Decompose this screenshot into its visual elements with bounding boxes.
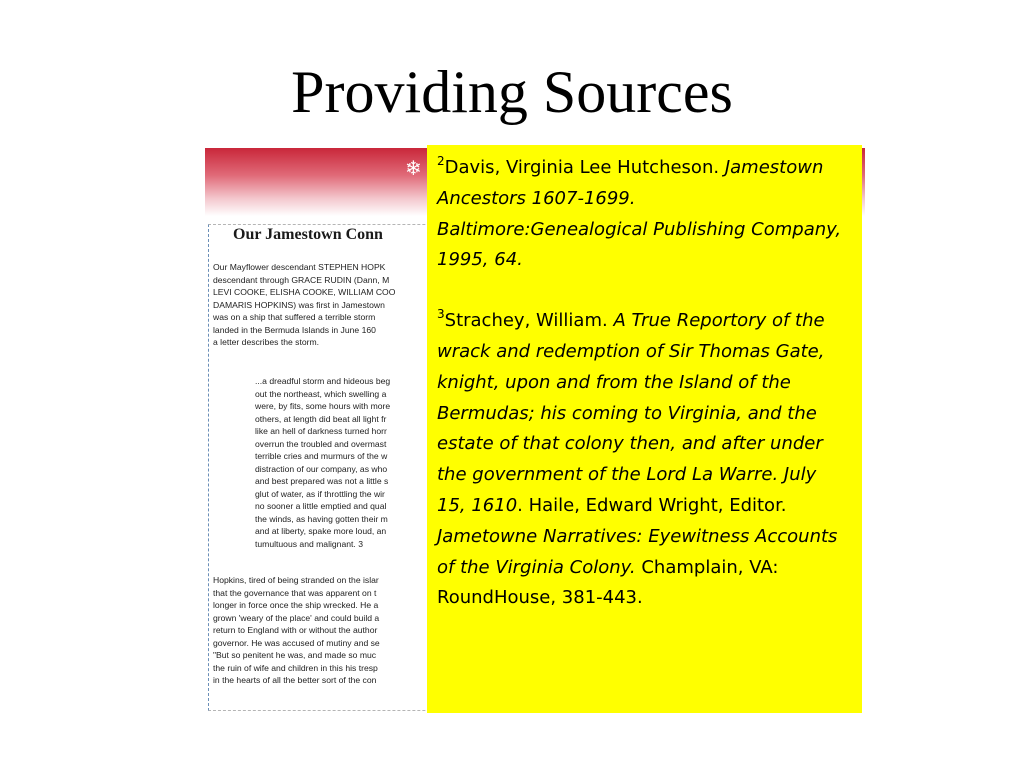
- citation-2: [437, 153, 848, 276]
- citation-source: Jamestown Ancestors 1607-1699. Baltimore:Genealogical Publishing Company, 1995, 64.: [437, 157, 842, 271]
- citation-box: [427, 145, 862, 713]
- newsletter-quote-text: ...a dreadful storm and hideous beg out the northeast, which swelling a were, by fits, some hours with more others, at length did beat all light fr like an hell of darkness turned horr overrun the troubled and overmast terrible cries and murmurs of the w distraction of our company, as who and best prepared was not a little s glut of water, as if throttling the wir no sooner a little emptied and qual the winds, as having gotten their m and at liberty, spake more loud, an tumultuous and malignant. 3: [255, 376, 391, 549]
- snowflake-icon: ❄: [405, 156, 422, 180]
- citation-author: Davis, Virginia Lee Hutcheson.: [444, 157, 720, 178]
- citation-title: A True Reportory of the wrack and redemption of Sir Thomas Gate, knight, upon and from the Island of the Bermudas; his coming to Virginia, and the estate of that colony then, and after under the government of the Lord La Warre. July 15, 1610: [437, 310, 825, 516]
- citation-author: Strachey, William.: [444, 310, 608, 332]
- citation-number: 2: [437, 154, 445, 168]
- citation-book: Jametowne Narratives: Eyewitness Accounts of the Virginia Colony.: [437, 525, 838, 578]
- newsletter-intro-text: Our Mayflower descendant STEPHEN HOPK descendant through GRACE RUDIN (Dann, M LEVI COOKE, ELISHA COOKE, WILLIAM COO DAMARIS HOPKINS) was first in Jamestown was on a ship that suffered a terrible storm landed in the Bermuda Islands in June 160 a letter describes the storm.: [213, 262, 396, 347]
- citation-number: 3: [437, 307, 445, 322]
- citation-editor: . Haile, Edward Wright, Editor.: [517, 494, 787, 516]
- newsletter-heading: Our Jamestown Conn: [233, 226, 383, 243]
- newsletter-outro-text: Hopkins, tired of being stranded on the islar that the governance that was apparent on t longer in force once the ship wrecked. He a grown 'weary of the place' and could build a return to England with or without the author governor. He was accused of mutiny and se "But so penitent he was, and made so muc the ruin of wife and children in this his tresp in the hearts of all the better sort of the con: [213, 575, 380, 685]
- citation-3: [437, 306, 848, 614]
- slide-title: Providing Sources: [291, 59, 733, 125]
- citation-publisher: Champlain, VA: RoundHouse, 381-443.: [437, 556, 779, 609]
